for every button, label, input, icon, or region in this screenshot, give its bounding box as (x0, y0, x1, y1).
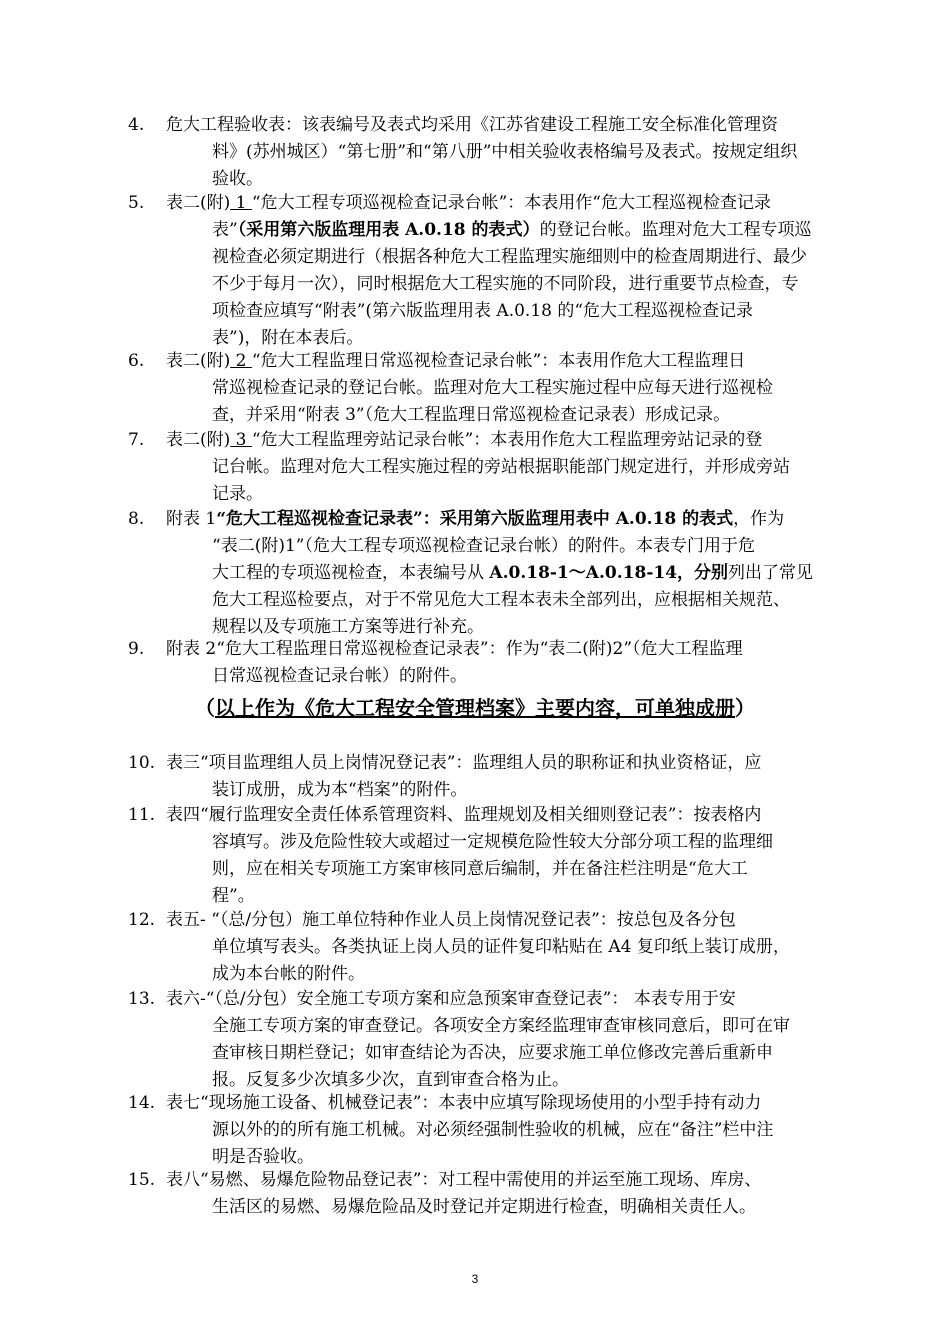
list-item (128, 636, 868, 690)
text-segment: ，作为 (733, 509, 785, 529)
heading-close-paren: ） (735, 696, 755, 720)
text-segment: “危大工程监理日常巡视检查记录台帐”：本表用作危大工程监理日 (251, 351, 746, 371)
text-line (166, 1194, 868, 1221)
text-segment: 表七“现场施工设备、机械登记表”：本表中应填写除现场使用的小型手持有动力 (166, 1093, 762, 1113)
list-item (128, 112, 868, 193)
list-item (128, 348, 868, 429)
list-item (128, 1167, 868, 1221)
underlined-text: 1 (230, 193, 252, 213)
text-segment: 容填写。涉及危险性较大或超过一定规模危险性较大分部分项工程的监理细 (212, 832, 773, 852)
text-segment: 报。反复多少次填多少次，直到审查合格为止。 (212, 1070, 569, 1090)
text-segment: 表四“履行监理安全责任体系管理资料、监理规划及相关细则登记表”：按表格内 (166, 805, 762, 825)
text-line (166, 1117, 868, 1144)
list-item-number: 10. (128, 753, 156, 773)
text-segment: 程”。 (212, 886, 255, 906)
text-line (166, 829, 868, 856)
text-segment: 料》(苏州城区）“第七册”和“第八册”中相关验收表格编号及表式。按规定组织 (212, 142, 798, 162)
text-segment: 列出了常见 (728, 563, 814, 583)
text-line (166, 934, 868, 961)
list-item (128, 506, 868, 641)
list-item-number: 6. (128, 351, 145, 371)
text-segment: 成为本台帐的附件。 (212, 964, 365, 984)
text-segment: 大工程的专项巡视检查，本表编号从 (212, 563, 490, 583)
list-item-text (166, 190, 868, 352)
text-segment: 则，应在相关专项施工方案审核同意后编制，并在备注栏注明是“危大工 (212, 859, 748, 879)
list-item-number: 14. (128, 1093, 156, 1113)
text-segment: “表二(附)1”（危大工程专项巡视检查记录台帐）的附件。本表专门用于危 (212, 536, 755, 556)
text-line (166, 663, 868, 690)
text-segment: 附表 1 (166, 509, 217, 529)
heading-open-paren: （ (195, 696, 215, 720)
list-item (128, 190, 868, 352)
bold-text: A.0.18-1～A.0.18-14，分别 (489, 563, 729, 583)
list-item-number: 8. (128, 509, 145, 529)
text-segment: 表五- “（总/分包）施工单位特种作业人员上岗情况登记表”：按总包及各分包 (166, 910, 736, 930)
list-item-number: 4. (128, 115, 145, 135)
text-line (166, 454, 868, 481)
text-line (166, 777, 868, 804)
text-segment: 视检查必须定期进行（根据各种危大工程监理实施细则中的检查周期进行、最少 (212, 247, 807, 267)
list-item-text (166, 348, 868, 429)
text-segment: 表二(附) (166, 351, 231, 371)
text-segment: 明是否验收。 (212, 1147, 314, 1167)
bold-text: （采用第六版监理用表 A.0.18 的表式） (237, 220, 540, 240)
text-segment: 危大工程验收表：该表编号及表式均采用《江苏省建设工程施工安全标准化管理资 (166, 115, 778, 135)
text-segment: 装订成册，成为本“档案”的附件。 (212, 780, 468, 800)
list-item-text (166, 506, 868, 641)
text-line (166, 506, 868, 533)
list-item (128, 427, 868, 508)
underlined-text: 3 (230, 430, 252, 450)
text-segment: 表二(附) (166, 193, 231, 213)
list-item (128, 802, 868, 910)
underlined-text: 2 (230, 351, 252, 371)
text-line (166, 883, 868, 910)
text-line (166, 112, 868, 139)
text-segment: 表三“项目监理组人员上岗情况登记表”：监理组人员的职称证和执业资格证，应 (166, 753, 762, 773)
text-segment: 表二(附) (166, 430, 231, 450)
list-item-number: 5. (128, 193, 145, 213)
text-segment: 危大工程巡检要点，对于不常见危大工程本表未全部列出，应根据相关规范、 (212, 590, 790, 610)
list-item-number: 13. (128, 989, 156, 1009)
text-segment: 日常巡视检查记录台帐）的附件。 (212, 666, 467, 686)
list-item (128, 907, 868, 988)
text-line (166, 750, 868, 777)
page-number: 3 (471, 1272, 479, 1286)
text-line (166, 1167, 868, 1194)
text-line (166, 1090, 868, 1117)
text-line (166, 217, 868, 244)
text-segment: 全施工专项方案的审查登记。各项安全方案经监理审查审核同意后，即可在审 (212, 1016, 790, 1036)
text-segment: 附表 2“危大工程监理日常巡视检查记录表”：作为“表二(附)2”（危大工程监理 (166, 639, 743, 659)
text-line (166, 375, 868, 402)
list-item-text (166, 1167, 868, 1221)
list-item-text (166, 986, 868, 1094)
text-segment: 常巡视检查记录的登记台帐。监理对危大工程实施过程中应每天进行巡视检 (212, 378, 773, 398)
section-heading (0, 693, 950, 723)
text-line (166, 856, 868, 883)
list-item-number: 7. (128, 430, 145, 450)
text-segment: 单位填写表头。各类执证上岗人员的证件复印粘贴在 A4 复印纸上装订成册， (212, 937, 790, 957)
text-line (166, 587, 868, 614)
list-item (128, 986, 868, 1094)
text-line (166, 166, 868, 193)
text-line (166, 244, 868, 271)
list-item-number: 15. (128, 1170, 156, 1190)
text-segment: “危大工程监理旁站记录台帐”：本表用作危大工程监理旁站记录的登 (251, 430, 763, 450)
text-line (166, 481, 868, 508)
list-item (128, 750, 868, 804)
list-item-number: 11. (128, 805, 156, 825)
text-segment: 查审核日期栏登记；如审查结论为否决，应要求施工单位修改完善后重新申 (212, 1043, 773, 1063)
list-item-text (166, 802, 868, 910)
list-item-text (166, 636, 868, 690)
text-line (166, 560, 868, 587)
list-item-number: 12. (128, 910, 156, 930)
text-segment: “危大工程专项巡视检查记录台帐”：本表用作“危大工程巡视检查记录 (251, 193, 771, 213)
text-line (166, 271, 868, 298)
text-segment: 记台帐。监理对危大工程实施过程的旁站根据职能部门规定进行，并形成旁站 (212, 457, 790, 477)
text-line (166, 139, 868, 166)
list-item-text (166, 1090, 868, 1171)
text-line (166, 1013, 868, 1040)
text-segment: 源以外的的所有施工机械。对必须经强制性验收的机械，应在“备注”栏中注 (212, 1120, 774, 1140)
text-segment: 表” (212, 220, 238, 240)
text-line (166, 533, 868, 560)
bold-text: “危大工程巡视检查记录表”：采用第六版监理用表中 A.0.18 的表式 (216, 509, 734, 529)
text-segment: 表八“易燃、易爆危险物品登记表”：对工程中需使用的并运至施工现场、库房、 (166, 1170, 762, 1190)
text-line (166, 636, 868, 663)
text-segment: 表”)，附在本表后。 (212, 328, 364, 348)
heading-text: 以上作为《危大工程安全管理档案》主要内容，可单独成册 (215, 696, 735, 720)
list-item-number: 9. (128, 639, 145, 659)
text-segment: 记录。 (212, 484, 263, 504)
text-line (166, 907, 868, 934)
text-line (166, 427, 868, 454)
text-line (166, 961, 868, 988)
text-segment: 查，并采用“附表 3”（危大工程监理日常巡视检查记录表）形成记录。 (212, 405, 731, 425)
text-line (166, 348, 868, 375)
text-segment: 规程以及专项施工方案等进行补充。 (212, 617, 484, 637)
text-line (166, 190, 868, 217)
text-segment: 不少于每月一次），同时根据危大工程实施的不同阶段，进行重要节点检查，专 (212, 274, 799, 294)
text-line (166, 802, 868, 829)
list-item-text (166, 427, 868, 508)
text-segment: 表六-“（总/分包）安全施工专项方案和应急预案审查登记表”： 本表专用于安 (166, 989, 736, 1009)
text-segment: 验收。 (212, 169, 263, 189)
list-item-text (166, 112, 868, 193)
text-line (166, 1040, 868, 1067)
list-item (128, 1090, 868, 1171)
text-segment: 项检查应填写“附表”(第六版监理用表 A.0.18 的“危大工程巡视检查记录 (212, 301, 754, 321)
text-segment: 的登记台帐。监理对危大工程专项巡 (539, 220, 812, 240)
text-line (166, 402, 868, 429)
text-line (166, 298, 868, 325)
text-line (166, 986, 868, 1013)
list-item-text (166, 750, 868, 804)
text-segment: 生活区的易燃、易爆危险品及时登记并定期进行检查，明确相关责任人。 (212, 1197, 756, 1217)
list-item-text (166, 907, 868, 988)
